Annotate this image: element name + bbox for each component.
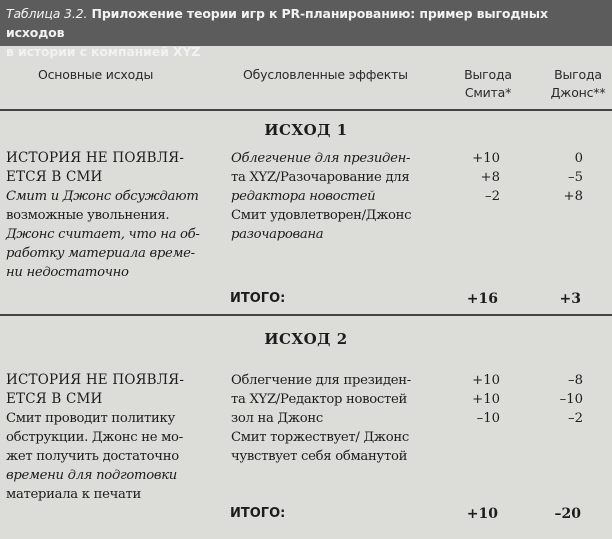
outcome1-smith-1: +10 [472, 151, 500, 166]
column-header-effects: Обусловленные эффекты [243, 67, 408, 82]
outcome2-headline-line1: ИСТОРИЯ НЕ ПОЯВЛЯ- [6, 372, 185, 388]
outcome1-smith-2: +8 [480, 170, 500, 185]
outcome1-jones-3: +8 [563, 189, 583, 204]
outcome1-jones-2: –5 [568, 170, 583, 185]
outcome1-description-line: работку материала време- [6, 246, 195, 261]
header-divider [0, 109, 612, 111]
caption-label: Таблица 3.2. [6, 6, 88, 21]
outcome2-effect-line: Облегчение для президен- [231, 373, 411, 388]
outcome1-description [6, 187, 206, 282]
outcome1-headline [6, 149, 206, 187]
outcome1-effect-line: разочарована [231, 227, 324, 242]
column-header-smith-line2: Смита* [464, 85, 512, 100]
outcome1-description-line: ни недостаточно [6, 265, 129, 280]
outcome1-effect-line: редактора новостей [231, 189, 376, 204]
column-header-jones-line2: Джонс** [550, 85, 606, 100]
column-header-jones [546, 66, 610, 102]
outcome-divider [0, 314, 612, 316]
outcome2-total-smith: +10 [466, 506, 498, 522]
outcome1-total-label: ИТОГО: [230, 291, 286, 306]
outcome2-headline [6, 371, 206, 409]
outcome2-jones-1: –8 [568, 373, 583, 388]
outcome1-effect-line: Смит удовлетворен/Джонс [231, 208, 412, 223]
outcome2-effect-line: Смит торжествует/ Джонс [231, 430, 409, 445]
table-caption [6, 4, 606, 61]
caption-text-line1: Приложение теории игр к PR-планированию: пример выгодных исходов [6, 6, 548, 40]
outcome2-description-line: жет получить достаточно [6, 449, 179, 464]
outcome2-description-line: материала к печати [6, 487, 142, 502]
outcome1-total-jones: +3 [559, 291, 581, 307]
outcome2-effects [231, 371, 431, 466]
outcome2-title: ИСХОД 2 [264, 330, 348, 348]
outcome2-headline-line2: ЕТСЯ В СМИ [6, 391, 103, 407]
outcome2-total-jones: –20 [554, 506, 581, 522]
outcome2-effect-line: та XYZ/Редактор новостей [231, 392, 407, 407]
outcome2-description-line: Смит проводит политику [6, 411, 175, 426]
outcome2-description-line: обструкции. Джонс не мо- [6, 430, 183, 445]
column-header-outcomes: Основные исходы [38, 67, 154, 82]
outcome1-description-line: Смит и Джонс обсуждают [6, 189, 199, 204]
outcome2-smith-1: +10 [472, 373, 500, 388]
column-header-smith [458, 66, 518, 102]
outcome1-effect-line: та XYZ/Разочарование для [231, 170, 410, 185]
outcome1-smith-3: –2 [485, 189, 500, 204]
outcome2-effect-line: чувствует себя обманутой [231, 449, 408, 464]
outcome2-jones-3: –2 [568, 411, 583, 426]
outcome1-description-line: Джонс считает, что на об- [6, 227, 200, 242]
column-header-jones-line1: Выгода [554, 67, 602, 82]
outcome1-jones-1: 0 [574, 151, 583, 166]
outcome2-description-line: времени для подготовки [6, 468, 177, 483]
outcome2-total-label: ИТОГО: [230, 506, 286, 521]
outcome2-smith-3: –10 [476, 411, 500, 426]
outcome2-description [6, 409, 206, 504]
outcome1-total-smith: +16 [466, 291, 498, 307]
outcome1-headline-line2: ЕТСЯ В СМИ [6, 169, 103, 185]
outcome1-headline-line1: ИСТОРИЯ НЕ ПОЯВЛЯ- [6, 150, 185, 166]
column-header-smith-line1: Выгода [464, 67, 512, 82]
outcome1-title: ИСХОД 1 [264, 121, 348, 139]
caption-text-line2: в истории с компанией XYZ [6, 44, 201, 59]
outcome2-effect-line: зол на Джонс [231, 411, 323, 426]
outcome2-smith-2: +10 [472, 392, 500, 407]
outcome1-effect-line: Облегчение для президен- [231, 151, 411, 166]
outcome1-description-line: возможные увольнения. [6, 208, 170, 223]
outcome1-effects [231, 149, 431, 244]
outcome2-jones-2: –10 [559, 392, 583, 407]
